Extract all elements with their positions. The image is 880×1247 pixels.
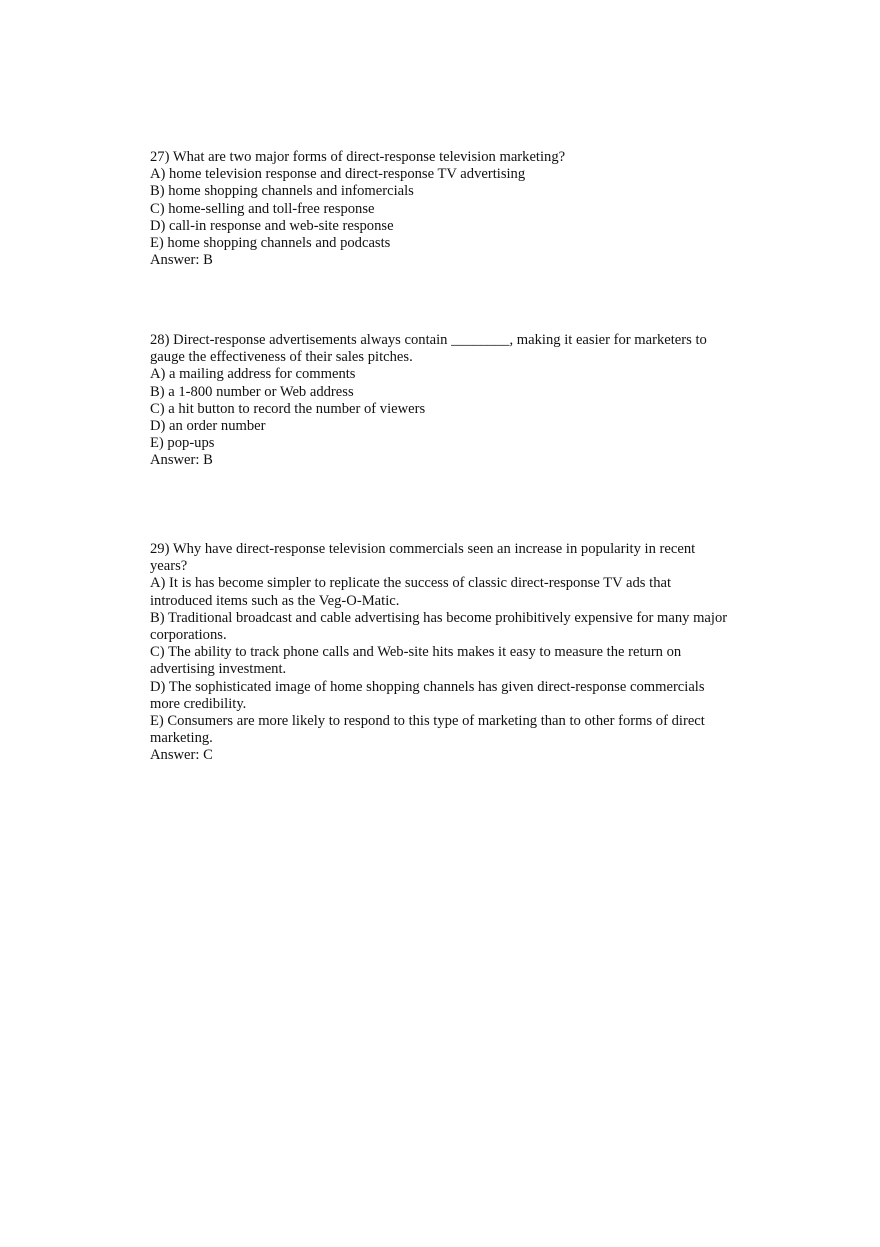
question-stem: 29) Why have direct-response television commercials seen an increase in popularity in recent years?	[150, 541, 696, 575]
option-d: D) The sophisticated image of home shopping channels has given direct-response commercials more credibility.	[150, 678, 705, 712]
option-a: A) It is has become simpler to replicate the success of classic direct-response TV ads that introduced items such as the Veg-O-Matic.	[150, 575, 672, 609]
question-29	[150, 541, 730, 765]
option-b: B) Traditional broadcast and cable advertising has become prohibitively expensive for many major corporations.	[150, 609, 728, 644]
question-28	[150, 332, 730, 470]
option-d: D) an order number	[150, 418, 266, 435]
option-c: C) home-selling and toll-free response	[150, 200, 375, 217]
answer-line: Answer: B	[150, 452, 213, 469]
option-e: E) Consumers are more likely to respond to this type of marketing than to other forms of direct marketing.	[150, 713, 705, 747]
option-c: C) a hit button to record the number of viewers	[150, 400, 426, 417]
option-e: E) home shopping channels and podcasts	[150, 235, 391, 252]
question-stem: 28) Direct-response advertisements always contain ________, making it easier for marketers to gauge the effectiveness of their sales pitches.	[150, 332, 707, 366]
answer-line: Answer: B	[150, 252, 213, 269]
option-c: C) The ability to track phone calls and Web-site hits makes it easy to measure the return on advertising investment.	[150, 644, 682, 678]
option-a: A) a mailing address for comments	[150, 366, 356, 383]
option-a: A) home television response and direct-response TV advertising	[150, 166, 526, 183]
option-b: B) a 1-800 number or Web address	[150, 383, 354, 400]
option-e: E) pop-ups	[150, 435, 215, 452]
answer-line: Answer: C	[150, 747, 213, 764]
option-d: D) call-in response and web-site response	[150, 217, 394, 234]
question-27	[150, 149, 730, 269]
option-b: B) home shopping channels and infomercials	[150, 183, 414, 200]
question-stem: 27) What are two major forms of direct-response television marketing?	[150, 149, 566, 165]
